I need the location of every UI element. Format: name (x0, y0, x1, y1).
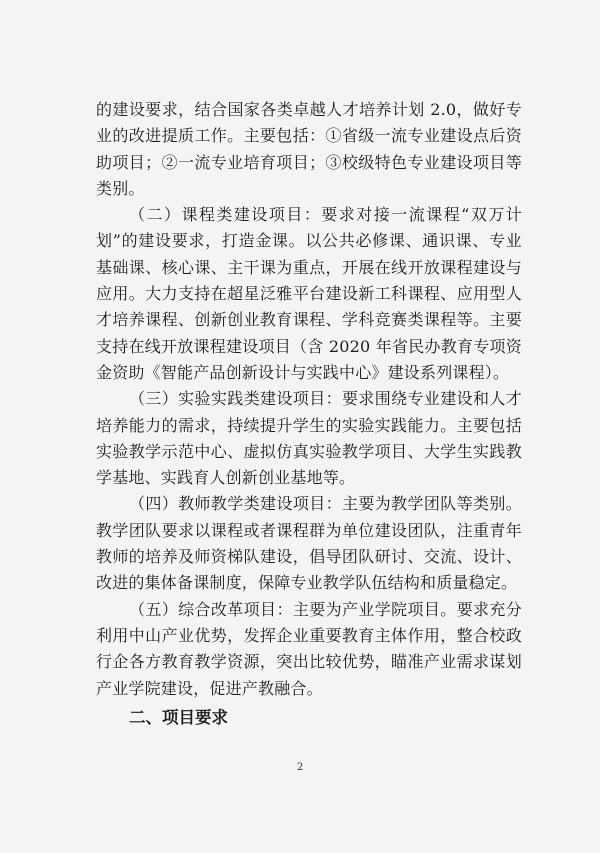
paragraph-course-projects: （二）课程类建设项目：要求对接一流课程“双万计划”的建设要求，打造金课。以公共必修课、通识课、专业基础课、核心课、主干课为重点，开展在线开放课程建设与应用。大力支持在超星泛雅平台建设新工科课程、应用型人才培养课程、创新创业教育课程、学科竞赛类课程等。主要支持在线开放课程建设项目（含 2020 年省民办教育专项资金资助《智能产品创新设计与实践中心》建设系列课程）。 (96, 205, 522, 382)
section-heading: 二、项目要求 (129, 707, 228, 727)
paragraph-teacher-projects: （四）教师教学类建设项目：主要为教学团队等类别。教学团队要求以课程或者课程群为单位建设团队，注重青年教师的培养及师资梯队建设，倡导团队研讨、交流、设计、改进的集体备课制度，保障专业教学队伍结构和质量稳定。 (96, 494, 522, 593)
paragraph-experiment-projects: （三）实验实践类建设项目：要求围绕专业建设和人才培养能力的需求，持续提升学生的实验实践能力。主要包括实验教学示范中心、虚拟仿真实验教学项目、大学生实践教学基地、实践育人创新创业基地等。 (96, 389, 522, 488)
paragraph-continuation: 的建设要求，结合国家各类卓越人才培养计划 2.0，做好专业的改进提质工作。主要包括：①省级一流专业建设点后资助项目；②一流专业培育项目；③校级特色专业建设项目等类别。 (96, 100, 522, 198)
page-number: 2 (296, 762, 304, 773)
paragraph-reform-projects: （五）综合改革项目：主要为产业学院项目。要求充分利用中山产业优势，发挥企业重要教育主体作用，整合校政行企各方教育教学资源，突出比较优势，瞄准产业需求谋划产业学院建设，促进产教融合。 (96, 599, 522, 698)
